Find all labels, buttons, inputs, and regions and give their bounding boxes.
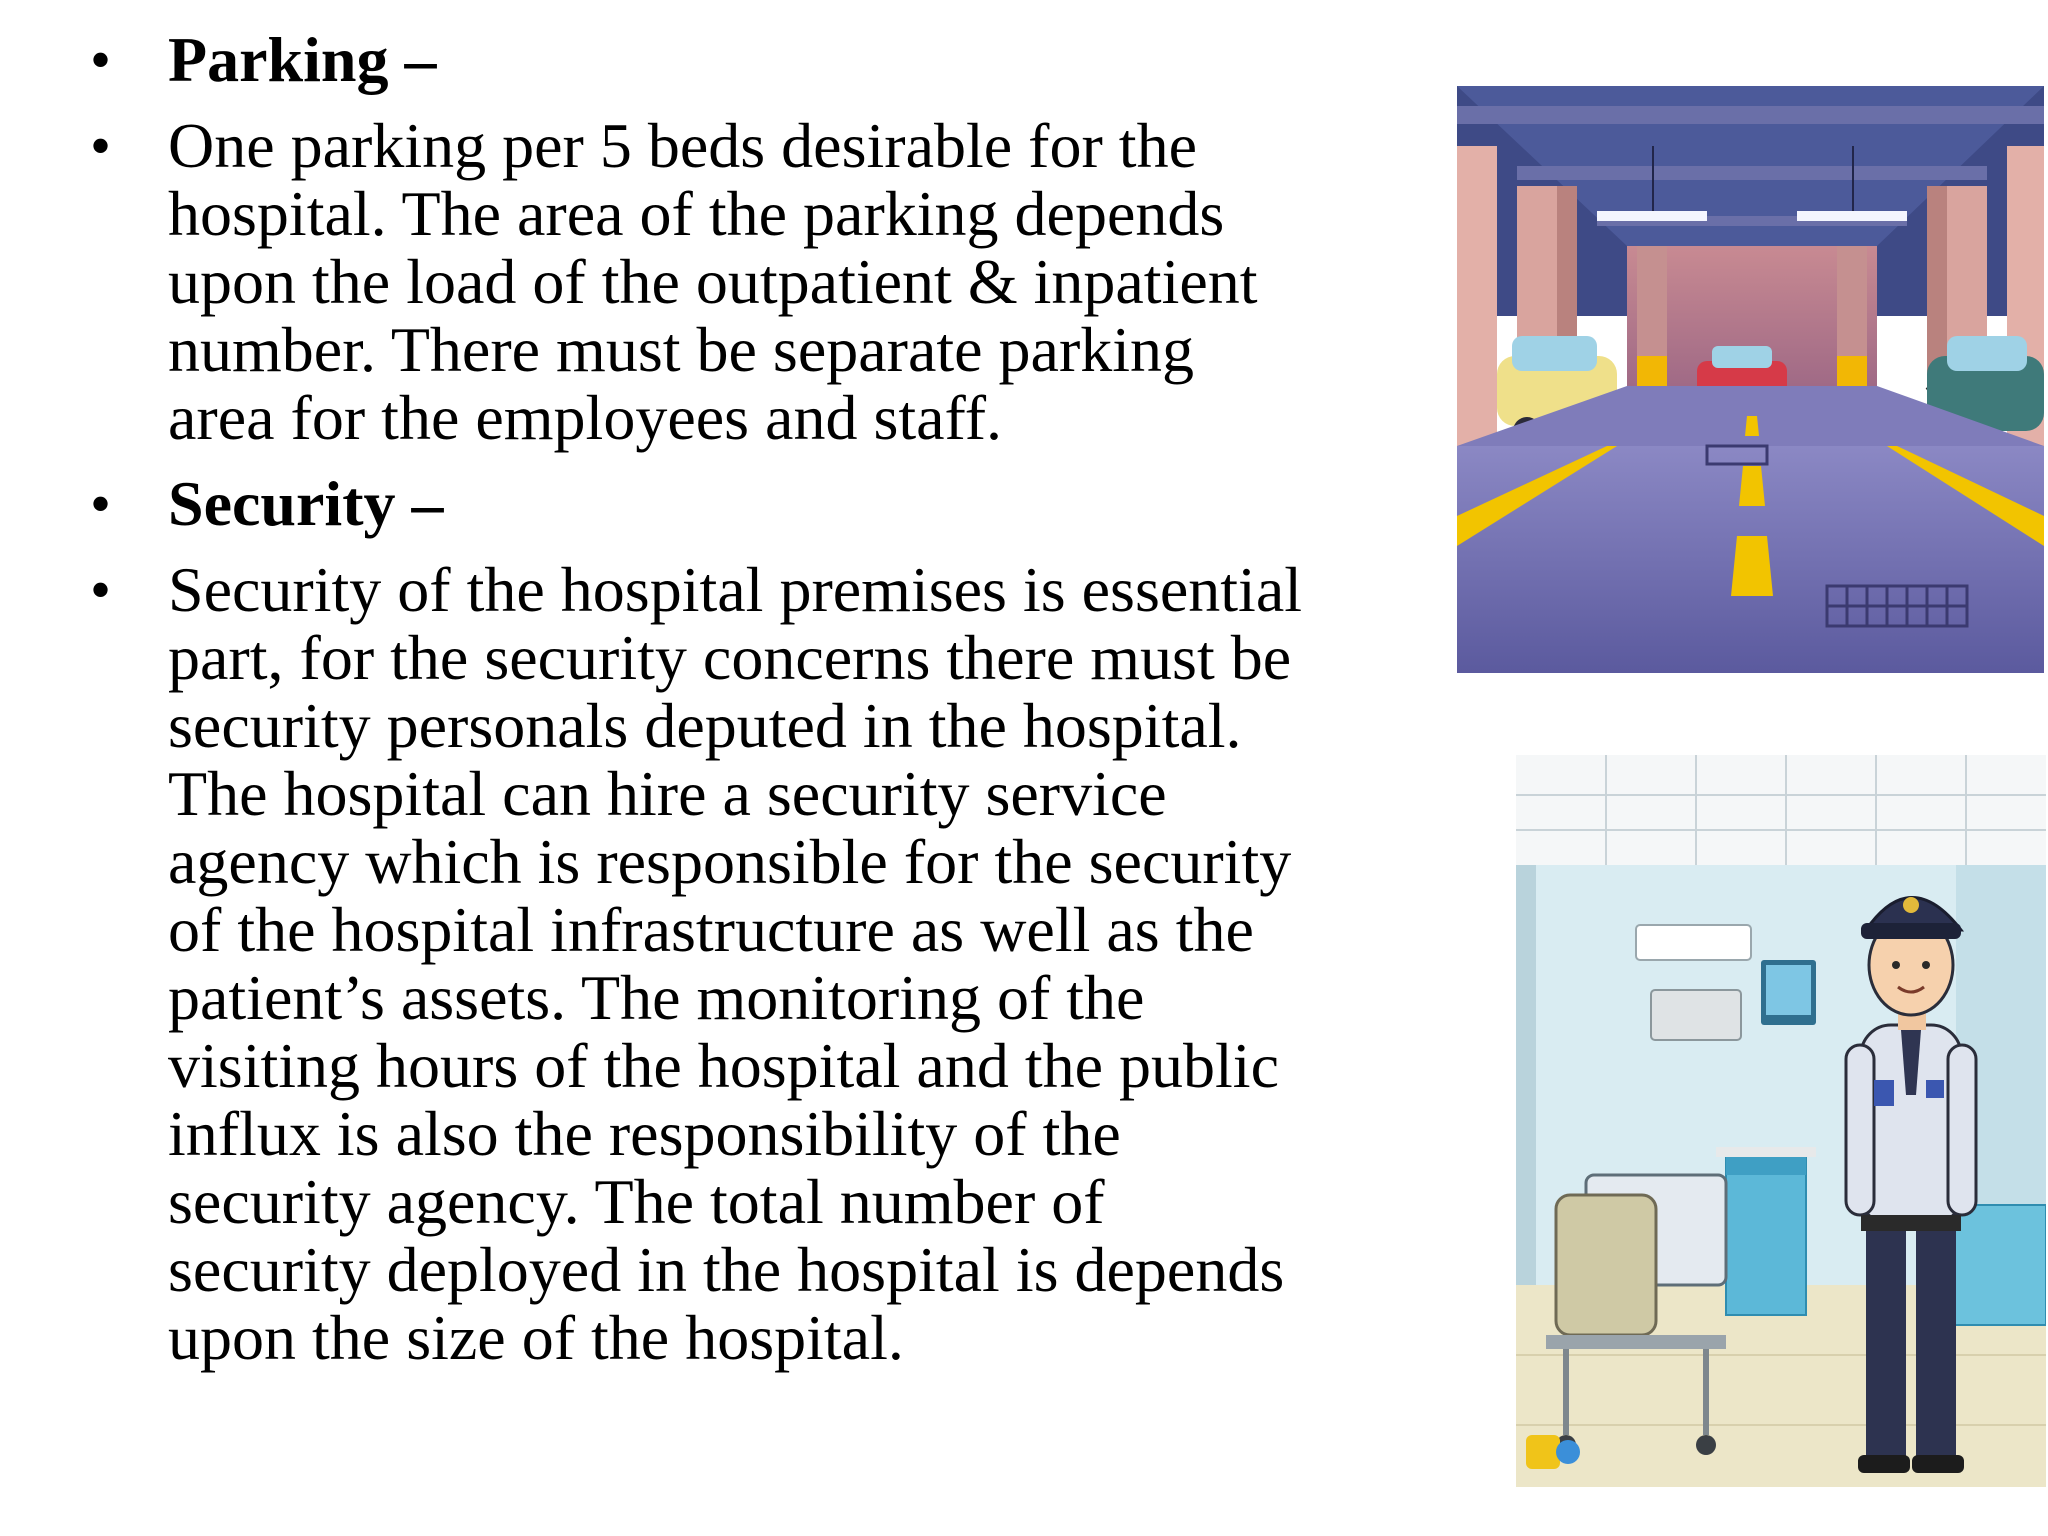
text-line: of the hospital infrastructure as well as the	[168, 894, 1254, 965]
text-line: part, for the security concerns there must be	[168, 622, 1292, 693]
bullet-text	[168, 470, 1450, 538]
text-line: agency which is responsible for the security	[168, 826, 1292, 897]
bullet-dot: •	[90, 471, 112, 537]
text-line: upon the load of the outpatient & inpatient	[168, 246, 1258, 317]
text-line: influx is also the responsibility of the	[168, 1098, 1121, 1169]
bullet-list	[90, 26, 1450, 1390]
text-line: visiting hours of the hospital and the public	[168, 1030, 1279, 1101]
text-line: area for the employees and staff.	[168, 382, 1002, 453]
text-line: security agency. The total number of	[168, 1166, 1105, 1237]
parking-garage-illustration	[1457, 86, 2044, 673]
bullet-dot: •	[90, 557, 112, 623]
text-line: number. There must be separate parking	[168, 314, 1195, 385]
bullet-security-heading	[90, 470, 1450, 538]
bullet-parking-heading	[90, 26, 1450, 94]
text-line: Security –	[168, 468, 444, 539]
text-line: upon the size of the hospital.	[168, 1302, 904, 1373]
bullet-text	[168, 26, 1450, 94]
text-line: security personals deputed in the hospital.	[168, 690, 1242, 761]
text-line: patient’s assets. The monitoring of the	[168, 962, 1145, 1033]
text-line: security deployed in the hospital is depends	[168, 1234, 1285, 1305]
bullet-text	[168, 556, 1450, 1372]
bullet-parking-body	[90, 112, 1450, 452]
bullet-text	[168, 112, 1450, 452]
text-line: The hospital can hire a security service	[168, 758, 1167, 829]
text-line: hospital. The area of the parking depends	[168, 178, 1225, 249]
bullet-dot: •	[90, 27, 112, 93]
bullet-security-body	[90, 556, 1450, 1372]
text-line: Security of the hospital premises is essential	[168, 554, 1302, 625]
text-line: Parking –	[168, 24, 437, 95]
text-line: One parking per 5 beds desirable for the	[168, 110, 1197, 181]
hospital-security-guard-illustration	[1516, 755, 2046, 1487]
bullet-dot: •	[90, 113, 112, 179]
